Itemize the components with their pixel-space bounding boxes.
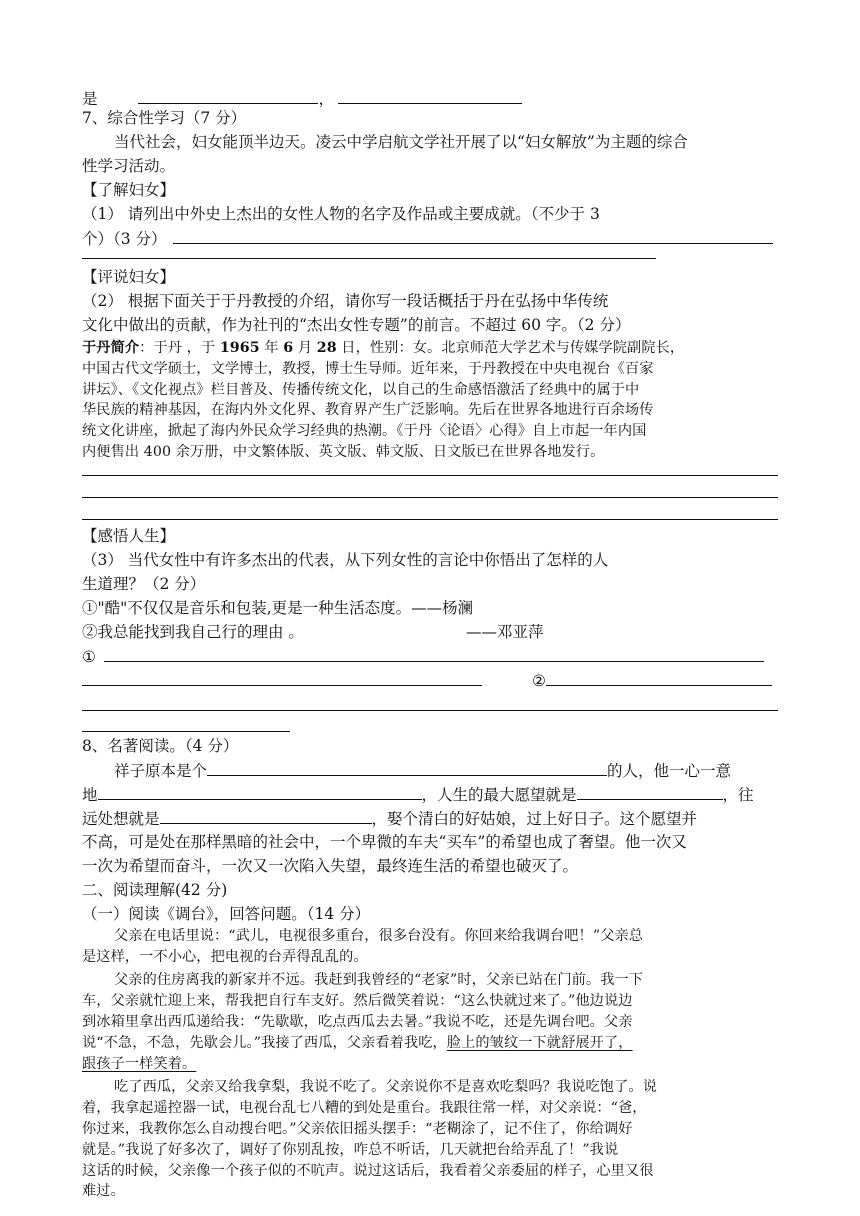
exam-page <box>82 86 778 1202</box>
part2-title: 二、阅读理解(42 分) <box>82 880 228 899</box>
passage-line: 你过来，我教你怎么自动搜台吧。”父亲依旧摇头摆手：“老糊涂了，记不住了，你给调好 <box>82 1120 633 1137</box>
section-header: 【感悟人生】 <box>82 526 176 545</box>
passage-line: 父亲在电话里说：“武儿，电视很多重台，很多台没有。你回来给我调台吧！”父亲总 <box>114 927 644 944</box>
q8-line: 祥子原本是个 的人，他一心一意 <box>82 758 778 782</box>
bio-line: 内便售出 400 余万册，中文繁体版、英文版、韩文版、日文版已在世界各地发行。 <box>82 443 605 460</box>
underlined-sentence: 跟孩子一样笑着。 <box>82 1055 197 1072</box>
q8-line: 一次为希望而奋斗，一次又一次陷入失望，最终连生活的希望也破灭了。 <box>82 856 579 875</box>
passage-line: 到冰箱里拿出西瓜递给我：“先歇歇，吃点西瓜去去暑。”我说不吃，还是先调台吧。父亲 <box>82 1013 633 1030</box>
passage-line: 就是。”我说了好多次了，调好了你别乱按，咋总不听话，几天就把台给弄乱了！”我说 <box>82 1141 619 1158</box>
answer-row: ① <box>82 644 778 668</box>
answer-line[interactable] <box>82 692 778 711</box>
blank[interactable] <box>138 86 318 104</box>
quote: ②我总能找到我自己行的理由 。 ——邓亚萍 <box>82 622 544 641</box>
bio-line: 于丹简介：于丹 ，于 1965 年 6 月 28 日，性别：女。北京师范大学艺术与传媒学院副院长， <box>82 340 685 356</box>
passage-line: 难过。 <box>82 1183 125 1200</box>
question-text: （2） 根据下面关于于丹教授的介绍，请你写一段话概括于丹在弘扬中华传统 <box>82 292 609 310</box>
question-text: 个）（3 分） <box>82 226 778 250</box>
question-text: （3） 当代女性中有许多杰出的代表，从下列女性的言论中你悟出了怎样的人 <box>82 550 609 569</box>
passage-line: 着，我拿起遥控器一试，电视台乱七八糟的到处是重台。我跟往常一样，对父亲说：“爸， <box>82 1100 647 1117</box>
section-header: 【了解妇女】 <box>82 181 176 199</box>
q7-intro-cont: 性学习活动。 <box>82 157 176 175</box>
answer-blank[interactable] <box>173 226 773 244</box>
answer-row: ② <box>82 668 778 692</box>
q8-line: 不高，可是处在那样黑暗的社会中，一个卑微的车夫“买车”的希望也成了奢望。他一次又 <box>82 832 687 851</box>
bio-line: 讲坛》、《文化视点》栏目普及、传播传统文化，以自己的生命感悟激活了经典中的属于中 <box>82 381 640 398</box>
blank[interactable] <box>338 86 522 104</box>
passage-line: 父亲的住房离我的新家并不远。我赶到我曾经的“老家”时，父亲已站在门前。我一下 <box>114 972 644 989</box>
answer-blank[interactable] <box>98 782 422 800</box>
bio-label: 于丹简介 <box>82 340 140 356</box>
q7-title: 7、综合性学习（7 分） <box>82 109 247 127</box>
passage-line <box>82 1054 778 1075</box>
answer-blank[interactable] <box>104 644 764 662</box>
answer-line[interactable] <box>82 463 778 476</box>
answer-blank[interactable] <box>160 806 372 824</box>
answer-line[interactable] <box>82 711 290 732</box>
q8-line: 远处想就是 ，娶个清白的好姑娘，过上好日子。这个愿望并 <box>82 806 778 830</box>
answer-line-prev: 是 ， <box>82 86 778 106</box>
answer-blank[interactable] <box>577 782 723 800</box>
passage-line: 车，父亲就忙迎上来，帮我把自行车支好。然后微笑着说：“这么快就过来了。”他边说边 <box>82 993 633 1010</box>
passage-subtitle: （一）阅读《调台》，回答问题。（14 分） <box>82 904 371 923</box>
q8-line: 地 ，人生的最大愿望就是 ，往 <box>82 782 778 806</box>
passage-line: 这话的时候，父亲像一个孩子似的不吭声。说过这话后，我看着父亲委屈的样子，心里又很 <box>82 1162 654 1179</box>
section-header: 【评说妇女】 <box>82 268 176 286</box>
bio-line: 统文化讲座，掀起了海内外民众学习经典的热潮。《于丹〈论语〉心得》自上市起一年内国 <box>82 423 647 440</box>
quote: ①"酷"不仅仅是音乐和包装,更是一种生活态度。——杨澜 <box>82 598 474 617</box>
bio-line: 中国古代文学硕士，文学博士，教授，博士生导师。近年来，于丹教授在中央电视台《百家 <box>82 360 654 377</box>
answer-line[interactable] <box>82 476 778 498</box>
answer-line[interactable] <box>82 250 656 259</box>
answer-blank[interactable] <box>207 758 607 776</box>
bio-line: 华民族的精神基因，在海内外文化界、教育界产生广泛影响。先后在世界各地进行百余场传 <box>82 402 654 419</box>
q7-intro: 当代社会，妇女能顶半边天。凌云中学启航文学社开展了以“妇女解放”为主题的综合 <box>114 133 688 151</box>
question-text: 文化中做出的贡献，作为社刊的“杰出女性专题”的前言。不超过 60 字。（2 分） <box>82 316 631 334</box>
q8-title: 8、名著阅读。（4 分） <box>82 736 239 755</box>
question-text: （1） 请列出中外史上杰出的女性人物的名字及作品或主要成就。（不少于 3 <box>82 205 600 223</box>
underlined-sentence: 脸上的皱纹一下就舒展开了， <box>446 1034 633 1051</box>
passage-line: 吃了西瓜，父亲又给我拿梨，我说不吃了。父亲说你不是喜欢吃梨吗？我说吃饱了。说 <box>114 1079 657 1096</box>
answer-line[interactable] <box>82 498 778 520</box>
answer-blank[interactable] <box>546 668 772 686</box>
passage-line: 是这样，一不小心，把电视的台弄得乱乱的。 <box>82 948 368 965</box>
passage-line: 说“不急，不急，先歇会儿。”我接了西瓜，父亲看着我吃，脸上的皱纹一下就舒展开了， <box>82 1034 633 1051</box>
question-text: 生道理？（2 分） <box>82 574 206 593</box>
answer-blank[interactable] <box>82 668 482 686</box>
